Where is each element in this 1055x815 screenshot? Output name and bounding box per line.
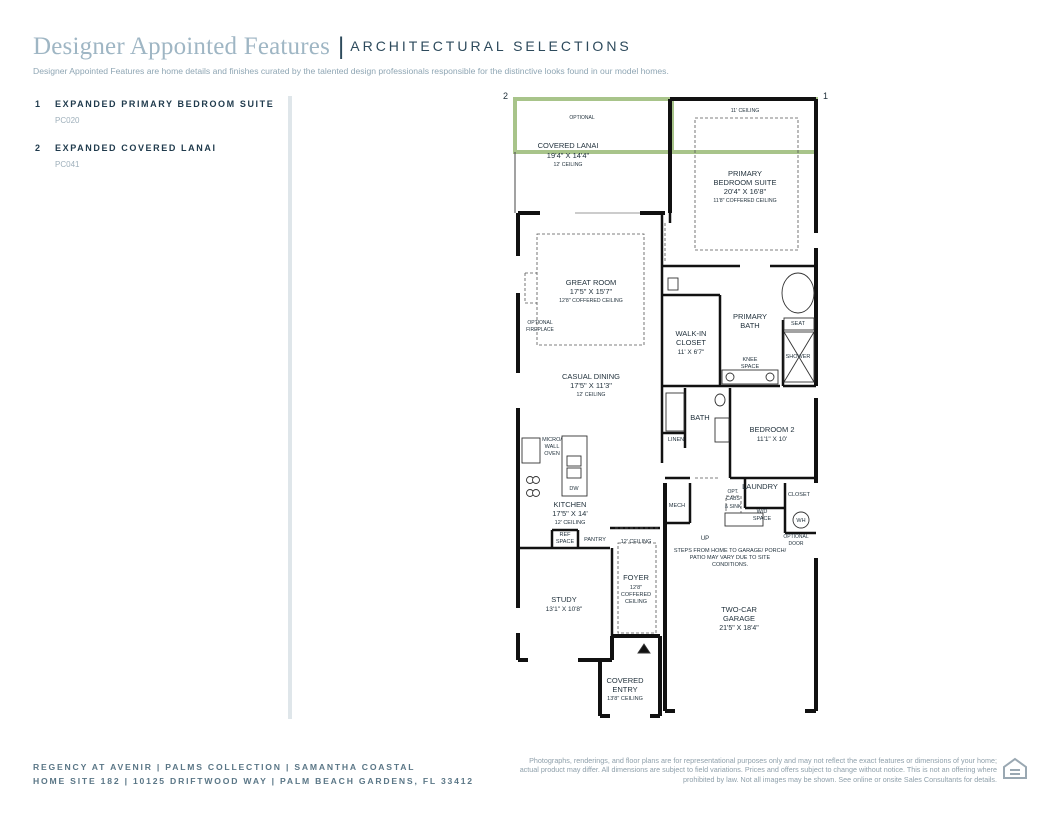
title-separator: | bbox=[338, 33, 345, 60]
feature-name: EXPANDED PRIMARY BEDROOM SUITE bbox=[55, 99, 275, 109]
fireplace-label-1: OPTIONAL bbox=[527, 320, 553, 326]
opt-door-garage-1: OPTIONAL bbox=[783, 534, 809, 540]
vertical-divider bbox=[288, 96, 292, 719]
opt-door-label: OPTIONAL bbox=[569, 115, 595, 121]
feature-item bbox=[35, 143, 275, 169]
feature-name: EXPANDED COVERED LANAI bbox=[55, 143, 217, 153]
entry-name-2: ENTRY bbox=[612, 685, 638, 694]
opt-cabs-2: CABS bbox=[726, 496, 740, 502]
steps-note-1: STEPS FROM HOME TO GARAGE/ PORCH/ bbox=[673, 548, 787, 554]
primary-name-2: BEDROOM SUITE bbox=[713, 178, 777, 187]
foyer-name: FOYER bbox=[623, 573, 649, 582]
micro-label-3: OVEN bbox=[544, 451, 560, 457]
study-name: STUDY bbox=[551, 595, 577, 604]
primary-bath-2: BATH bbox=[740, 321, 760, 330]
steps-note-3: CONDITIONS. bbox=[711, 562, 749, 568]
foyer-top-ceiling: 12' CEILING bbox=[620, 539, 652, 545]
entry-ceiling: 13'8" CEILING bbox=[607, 696, 643, 702]
knee-space-2: SPACE bbox=[740, 364, 760, 370]
garage-name-1: TWO-CAR bbox=[721, 605, 757, 614]
ref-space-1: REF bbox=[559, 532, 571, 538]
page-title: Designer Appointed Features bbox=[33, 33, 331, 60]
lanai-ceiling: 12' CEILING bbox=[553, 162, 583, 168]
feature-code: PC041 bbox=[55, 160, 80, 169]
feature-item bbox=[35, 99, 275, 125]
wd-space-1: W/D bbox=[756, 509, 768, 515]
footer-address bbox=[33, 760, 474, 788]
bedroom2-name: BEDROOM 2 bbox=[749, 425, 795, 434]
lanai-size: 19'4" X 14'4" bbox=[546, 151, 590, 160]
mech-label: MECH bbox=[668, 503, 686, 509]
intro-text: Designer Appointed Features are home details and finishes curated by the talented design professionals responsible for the distinctive looks found in our model homes. bbox=[33, 66, 669, 76]
garage-size: 21'5" X 18'4" bbox=[719, 625, 759, 632]
floor-plan bbox=[500, 88, 840, 723]
marker-2: 2 bbox=[503, 91, 509, 101]
pantry-label: PANTRY bbox=[584, 537, 606, 543]
dining-ceiling: 12' CEILING bbox=[576, 392, 606, 398]
wd-space-2: SPACE bbox=[752, 516, 772, 522]
steps-note-2: PATIO MAY VARY DUE TO SITE bbox=[689, 555, 771, 561]
fireplace-label-2: FIREPLACE bbox=[526, 327, 554, 333]
primary-name-1: PRIMARY bbox=[727, 169, 763, 178]
kitchen-name: KITCHEN bbox=[553, 500, 587, 509]
bath-label: BATH bbox=[690, 413, 710, 422]
primary-top-ceiling: 11' CEILING bbox=[730, 108, 760, 114]
primary-ceiling: 11'8" COFFERED CEILING bbox=[713, 198, 777, 204]
seat-label: SEAT bbox=[791, 321, 805, 327]
foyer-ceiling-3: CEILING bbox=[624, 599, 648, 605]
micro-label-1: MICRO/ bbox=[542, 437, 562, 443]
primary-bath-1: PRIMARY bbox=[732, 312, 768, 321]
primary-size: 20'4" X 16'8" bbox=[723, 187, 767, 196]
lanai-name: COVERED LANAI bbox=[537, 141, 599, 150]
dining-size: 17'5" X 11'3" bbox=[570, 381, 612, 390]
footer-line-1: REGENCY AT AVENIR | PALMS COLLECTION | SAMANTHA COASTAL bbox=[33, 762, 416, 772]
bedroom2-size: 11'1" X 10' bbox=[756, 436, 788, 443]
marker-1: 1 bbox=[823, 91, 829, 101]
study-size: 13'1" X 10'8" bbox=[545, 606, 583, 613]
kitchen-size: 17'5" X 14' bbox=[552, 509, 588, 518]
opt-door-garage-2: DOOR bbox=[788, 541, 804, 547]
page-header bbox=[33, 33, 632, 61]
great-room-name: GREAT ROOM bbox=[565, 278, 617, 287]
micro-label-2: WALL bbox=[544, 444, 560, 450]
feature-code: PC020 bbox=[55, 116, 80, 125]
laundry-label: LAUNDRY bbox=[742, 482, 778, 491]
feature-number: 1 bbox=[35, 99, 42, 109]
foyer-ceiling-2: COFFERED bbox=[620, 592, 652, 598]
garage-name-2: GARAGE bbox=[722, 614, 756, 623]
foyer-ceiling-1: 12'8" bbox=[629, 585, 643, 591]
page-subtitle: ARCHITECTURAL SELECTIONS bbox=[350, 38, 632, 54]
great-room-ceiling: 12'8" COFFERED CEILING bbox=[559, 298, 623, 304]
equal-housing-opportunity-icon bbox=[1002, 757, 1028, 783]
shower-label: SHOWER bbox=[785, 354, 811, 360]
dw-label: DW bbox=[569, 486, 579, 492]
up-label: UP bbox=[700, 536, 710, 542]
feature-list bbox=[35, 99, 275, 187]
kitchen-ceiling: 12' CEILING bbox=[554, 520, 586, 526]
ref-space-2: SPACE bbox=[555, 539, 575, 545]
opt-sink: & SINK bbox=[724, 504, 742, 510]
floor-plan-drawing bbox=[500, 88, 840, 718]
closet-label: CLOSET bbox=[787, 492, 811, 498]
walkin-size: 11' X 6'7" bbox=[677, 349, 705, 356]
knee-space-1: KNEE bbox=[742, 357, 758, 363]
wh-label: WH bbox=[796, 518, 806, 524]
linen-label: LINEN bbox=[667, 437, 685, 443]
walkin-name-2: CLOSET bbox=[675, 338, 707, 347]
dining-name: CASUAL DINING bbox=[561, 372, 621, 381]
footer-line-2: HOME SITE 182 | 10125 DRIFTWOOD WAY | PALM BEACH GARDENS, FL 33412 bbox=[33, 776, 474, 786]
footer-disclaimer: Photographs, renderings, and floor plans are for representational purposes only and may not reflect the exact features or dimensions of your home; actual product may differ. All dimensions are subject to field variations. Prices and offers subject to change without notice. This is not an offering where prohibited by law. Not all images may be shown. See online or onsite Sales Consultants for details. bbox=[519, 756, 997, 784]
primary-suite-highlight bbox=[672, 99, 816, 152]
great-room-size: 17'5" X 15'7" bbox=[569, 287, 613, 296]
walkin-name-1: WALK-IN bbox=[675, 329, 707, 338]
entry-name-1: COVERED bbox=[606, 676, 644, 685]
opt-cabs-1: OPT. bbox=[727, 489, 739, 495]
feature-number: 2 bbox=[35, 143, 42, 153]
